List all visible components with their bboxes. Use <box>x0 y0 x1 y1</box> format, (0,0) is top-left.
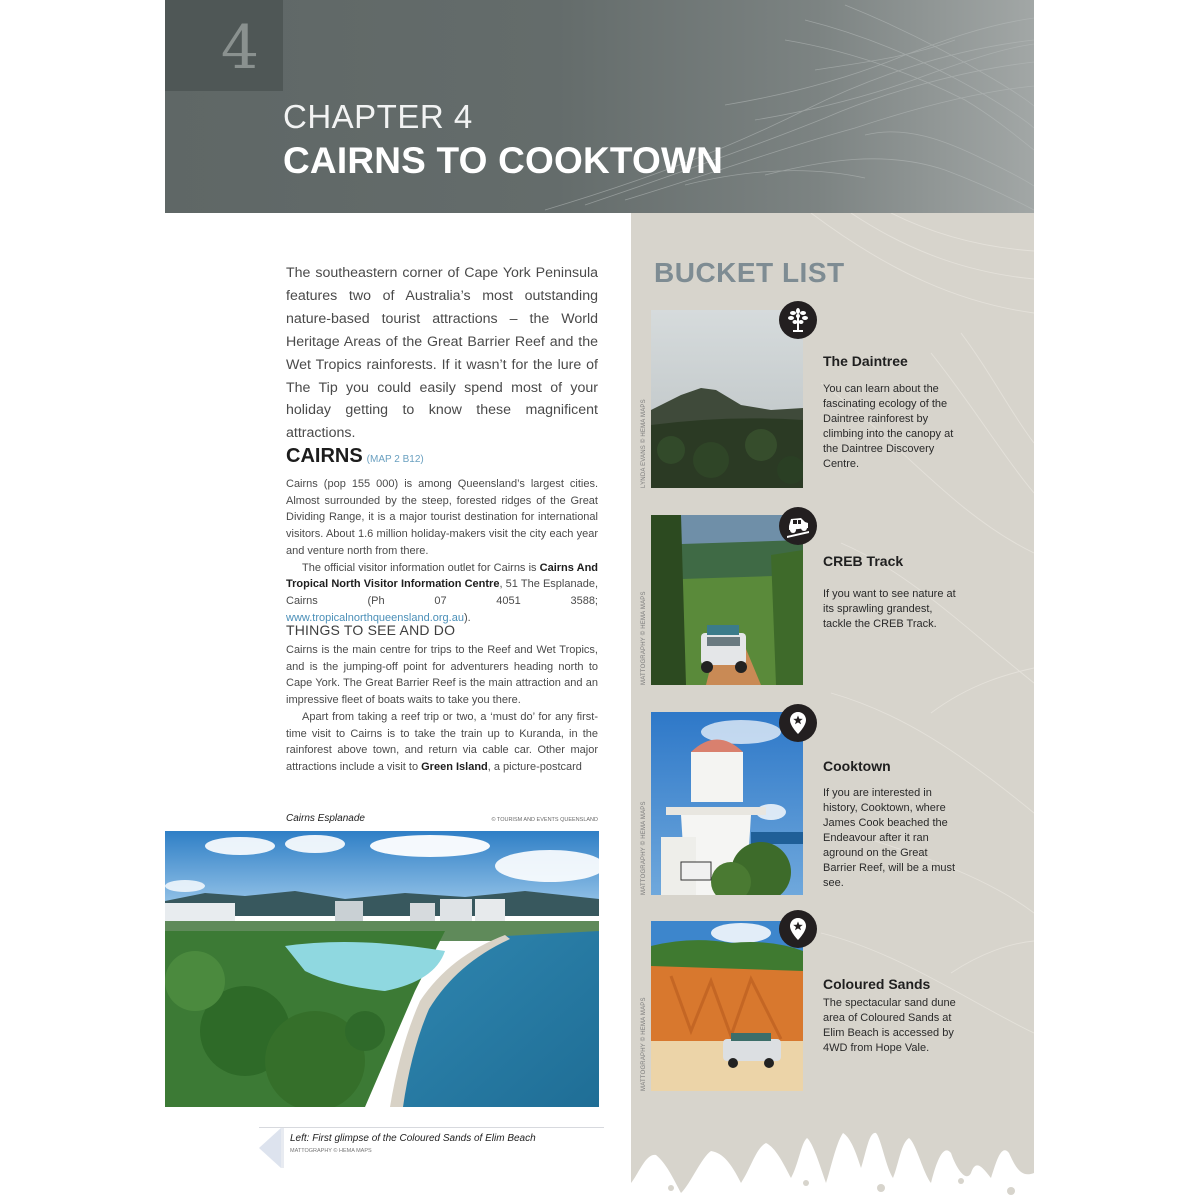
things-para-1: Cairns is the main centre for trips to the Reef and Wet Tropics, and is the jumping-off point for adventurers heading north to Cape York. The Great Barrier Reef is the main attraction and an impressive fleet of boats waits to take you there. <box>286 644 598 707</box>
paint-splatter-edge <box>631 1083 1034 1200</box>
text-run: Apart from taking a reef trip or two, a ‘must do’ for any first-time visit to Cairns is to take the train up to Kuranda, in the rainforest above town, and return via cable car. Other major attractions include a visit to <box>286 710 598 773</box>
cairns-body <box>286 476 598 626</box>
bucket-item-heading: The Daintree <box>823 353 908 369</box>
bucket-list-title: BUCKET LIST <box>654 257 845 288</box>
visitor-centre-name: Cairns And Tropical North Visitor Information Centre <box>286 561 599 591</box>
cairns-esplanade-photo <box>165 831 599 1107</box>
text-run: The official visitor information outlet for Cairns is <box>302 561 540 574</box>
things-para-2 <box>286 709 598 776</box>
website-link[interactable]: www.tropicalnorthqueensland.org.au <box>286 611 464 624</box>
photo-credit: MATTOGRAPHY © HEMA MAPS <box>641 801 647 895</box>
arrow-left-icon <box>259 1128 281 1168</box>
daintree-photo <box>651 310 803 488</box>
cairns-para-1: Cairns (pop 155 000) is among Queensland’s largest cities. Almost surrounded by the steep, forested ridges of the Great Dividing Range, it is a major tourist destination for international visitors. About 1.6 million holiday-makers visit the city each year and venture north from there. <box>286 478 598 557</box>
bucket-item-heading: Coloured Sands <box>823 976 931 992</box>
coloured-sands-photo <box>651 921 803 1091</box>
map-pin-star-icon <box>779 910 817 948</box>
things-to-see-heading: THINGS TO SEE AND DO <box>286 622 456 638</box>
book-page <box>165 0 1034 1200</box>
bucket-item-text: You can learn about the fascinating ecology of the Daintree rainforest by climbing into the canopy at the Daintree Discovery Centre. <box>823 383 954 470</box>
text-run: ). <box>463 611 471 624</box>
creb-track-photo <box>651 515 803 685</box>
left-caption-text: Left: First glimpse of the Coloured Sands of Elim Beach <box>290 1133 536 1144</box>
esplanade-caption: Cairns Esplanade <box>286 813 365 824</box>
chapter-label: CHAPTER 4 <box>283 98 473 135</box>
4wd-vehicle-icon <box>779 507 817 545</box>
text-run: , 51 The Esplanade, Cairns (Ph 07 4051 3588; <box>286 578 598 607</box>
chapter-header <box>165 0 1034 213</box>
chapter-title: CAIRNS TO COOKTOWN <box>283 140 724 181</box>
green-island-name: Green Island <box>421 760 488 773</box>
map-reference: (MAP 2 B12) <box>366 454 424 465</box>
bucket-item-heading: CREB Track <box>823 553 904 569</box>
map-pin-star-icon <box>779 704 817 742</box>
left-photo-caption <box>259 1127 604 1167</box>
photo-credit: MATTOGRAPHY © HEMA MAPS <box>641 997 647 1091</box>
cairns-heading <box>286 445 424 468</box>
photo-credit: LYNDA EVANS © HEMA MAPS <box>641 399 647 488</box>
chapter-number: 4 <box>220 13 260 83</box>
cooktown-lighthouse-photo <box>651 712 803 895</box>
caption-bar <box>281 1128 284 1168</box>
bucket-item-text: If you want to see nature at its sprawling grandest, tackle the CREB Track. <box>823 588 956 630</box>
text-run: , a picture-postcard <box>487 760 582 773</box>
photo-credit: MATTOGRAPHY © HEMA MAPS <box>641 591 647 685</box>
cairns-title: CAIRNS <box>286 445 363 467</box>
intro-paragraph: The southeastern corner of Cape York Peninsula features two of Australia’s most outstanding nature-based tourist attractions – the World Heritage Areas of the Great Barrier Reef and the Wet Tropics rainforests. If it wasn’t for the lure of The Tip you could easily spend most of your holiday getting to know these magnificent attractions. <box>286 265 598 442</box>
cairns-para-2 <box>286 560 598 627</box>
bucket-item-text: If you are interested in history, Cooktown, where James Cook beached the Endeavour after it ran aground on the Great Barrier Reef, will be a must see. <box>823 787 956 889</box>
bucket-item-text: The spectacular sand dune area of Coloured Sands at Elim Beach is accessed by 4WD from Hope Vale. <box>823 997 956 1054</box>
esplanade-credit: © TOURISM AND EVENTS QUEENSLAND <box>491 817 598 823</box>
bucket-item-heading: Cooktown <box>823 758 891 774</box>
things-body <box>286 642 598 776</box>
bucket-list-panel <box>631 213 1034 1200</box>
palm-tree-icon <box>779 301 817 339</box>
left-caption-credit: MATTOGRAPHY © HEMA MAPS <box>290 1148 372 1154</box>
